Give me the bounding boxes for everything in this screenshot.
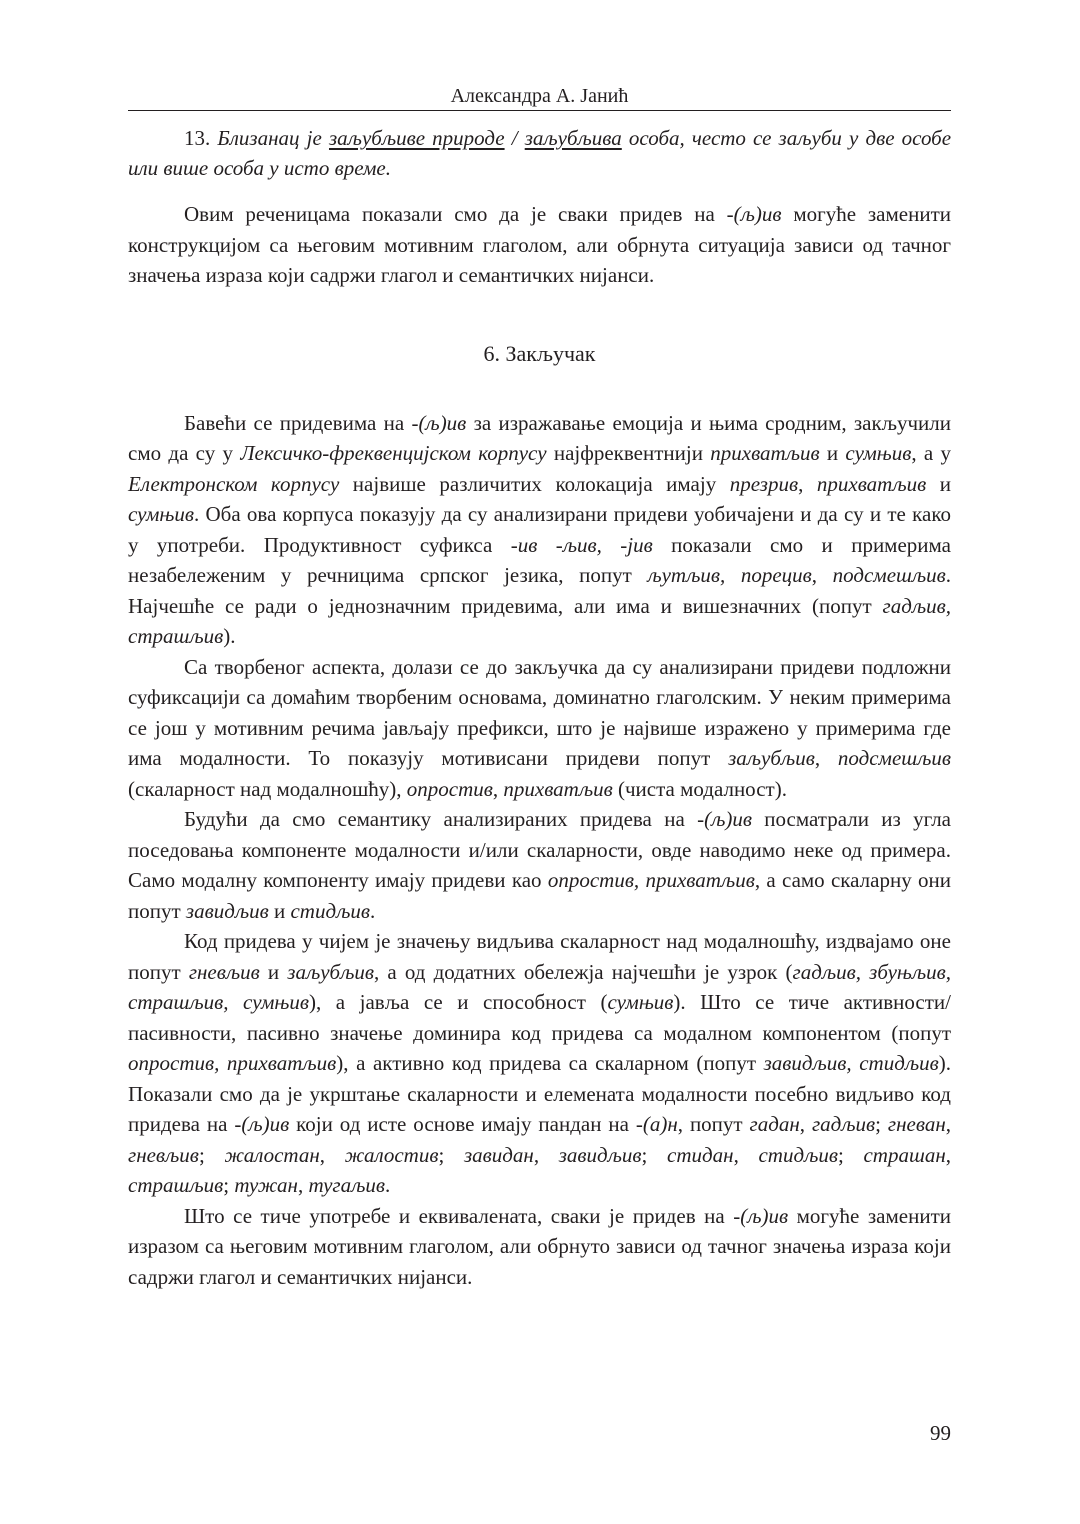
- italic-term: завидљив: [185, 898, 269, 923]
- example-number: 13.: [184, 126, 211, 150]
- text-run: ;: [837, 1142, 864, 1167]
- italic-term: гадљив, збуњљив, страшљив, сумњив: [128, 959, 951, 1014]
- italic-term: стидљив: [758, 1142, 838, 1167]
- conclusion-paragraph-3: [128, 804, 951, 926]
- text-run: .: [369, 898, 376, 923]
- text-run: ).: [223, 624, 236, 648]
- italic-term: (а)н: [642, 1112, 678, 1136]
- text-run: посматрали из угла поседовања компоненте модалности и/или скаларности, овде наводимо неке од примера. Само модалну компоненту имају придеви као: [128, 807, 952, 892]
- italic-term: прихватљив: [816, 471, 927, 496]
- italic-term: сумњив: [607, 990, 674, 1014]
- italic-term: заљубљив: [728, 746, 815, 770]
- text-run: и: [926, 471, 951, 496]
- italic-term: опростив, прихватљив: [547, 868, 755, 892]
- example-sentence-13: [128, 123, 951, 183]
- section-heading: 6. Закључак: [483, 340, 596, 366]
- text-run: ;: [641, 1142, 668, 1167]
- text-run: ,: [733, 1142, 759, 1167]
- text-run: и: [259, 959, 288, 984]
- italic-term: Лексичко-фреквенцијском корпусу: [240, 441, 547, 465]
- text-run: ,: [319, 1142, 345, 1167]
- italic-term: тужан: [234, 1173, 298, 1197]
- conclusion-paragraph-5: [128, 1201, 951, 1293]
- text-run: ), а активно код придева са скаларном (попут: [336, 1051, 764, 1075]
- text-run: , а у: [911, 441, 952, 465]
- text-run: ,: [533, 1142, 559, 1167]
- italic-term: завидљив, стидљив: [763, 1051, 939, 1075]
- text-run: за изражавање емоција и њима сродним, закључили смо да су у: [128, 410, 951, 465]
- header-rule: [128, 110, 951, 111]
- text-run: , а од додатних обележја најчешћи је узрок (: [374, 959, 793, 984]
- text-run: ;: [223, 1173, 235, 1197]
- text-run: ), а јавља се и способност (: [308, 990, 608, 1014]
- page: [128, 0, 951, 1524]
- italic-term: жалостив: [344, 1142, 439, 1167]
- text-run: ;: [875, 1112, 888, 1136]
- text-run: (чиста модалност).: [612, 776, 787, 801]
- italic-term: завидан: [463, 1142, 534, 1167]
- text-run: Код придева у чијем је значењу видљива скаларност над модалношћу, издвајамо оне попут: [128, 929, 951, 984]
- italic-term: прихватљив: [503, 776, 613, 801]
- italic-term: прихватљив: [710, 441, 820, 465]
- italic-term: (љ)ив: [418, 410, 467, 435]
- text-run: Са творбеног аспекта, долази се до закључка да су анализирани придеви подложни суфиксацији са домаћим творбеним основама, доминатно глаголским. У неким примерима се још у мотивним речима јављају префикси, што је највише изражено у примерима где има модалности. То показују мотивисани придеви попут: [128, 654, 951, 770]
- text-run: ;: [438, 1142, 464, 1167]
- text-run: . Најчешће се ради о једнозначним придевима, али има и вишезначних (попут: [128, 563, 951, 618]
- italic-term: страшљив: [128, 1173, 224, 1197]
- text-run: Будући да смо семантику анализираних придева на -: [184, 807, 705, 831]
- italic-term: (љ)ив: [740, 1203, 789, 1228]
- italic-term: (љ)ив: [241, 1112, 290, 1136]
- text-run: , а само скаларну они попут: [128, 868, 951, 923]
- italic-term: (љ)ив: [704, 807, 752, 831]
- text-run: показали смо и примерима незабележеним у речницима српског језика, попут: [128, 532, 951, 587]
- body-text: [128, 123, 951, 1292]
- example-text: Близанац је: [217, 126, 322, 150]
- text-run: и: [268, 898, 291, 923]
- italic-term: заљубљив: [287, 959, 374, 984]
- text-run: Овим реченицама показали смо да је сваки придев на -: [184, 202, 734, 226]
- italic-term: жалостан: [224, 1142, 320, 1167]
- italic-term: сумњив: [128, 502, 194, 526]
- example-text: особа, често се заљуби у две особе или више особа у исто време.: [128, 126, 952, 180]
- running-head-author: Александра А. Јанић: [450, 85, 629, 107]
- text-run: ,: [799, 1112, 812, 1136]
- suffix-italic: (љ)ив: [733, 202, 782, 226]
- italic-term: сумњив: [845, 441, 912, 465]
- italic-term: гневљив: [188, 959, 260, 984]
- example-underlined-word: заљубљива: [524, 126, 622, 150]
- italic-term: опростив: [406, 776, 493, 801]
- conclusion-paragraph-1: [128, 408, 951, 652]
- italic-term: гадљив: [811, 1112, 876, 1136]
- italic-term: стидљив: [290, 898, 370, 923]
- example-slash: /: [511, 126, 518, 150]
- text-run: ,: [814, 746, 838, 770]
- text-run: , попут: [677, 1112, 750, 1136]
- example-underlined-phrase: заљубљиве природе: [328, 126, 505, 150]
- spacer: [128, 369, 951, 408]
- italic-term: опростив, прихватљив: [128, 1051, 337, 1075]
- italic-term: љутљив, порецив: [647, 563, 812, 587]
- text-run: ,: [297, 1173, 309, 1197]
- italic-term: гадан: [749, 1112, 800, 1136]
- text-run: најфреквентнији: [546, 441, 711, 465]
- spacer: [128, 183, 951, 199]
- text-run: .: [384, 1173, 391, 1197]
- text-run: ). Што се тиче активности/пасивности, пасивно значење доминира код придева са модалном компонентом (попут: [128, 990, 952, 1045]
- italic-term: гневљив: [128, 1142, 199, 1167]
- text-run: који од исте основе имају пандан на -: [289, 1112, 643, 1136]
- italic-term: подсмешљив: [832, 563, 946, 587]
- text-run: ). Показали смо да је укрштање скаларности и елемената модалности посебно видљиво код придева на -: [128, 1051, 951, 1136]
- text-run: ,: [945, 1112, 951, 1136]
- italic-term: презрив: [729, 471, 799, 496]
- text-run: ,: [811, 563, 833, 587]
- italic-term: -ив -љив, -јив: [510, 532, 653, 557]
- text-run: ,: [945, 1142, 951, 1167]
- text-run: ,: [492, 776, 504, 801]
- italic-term: подсмешљив: [837, 746, 951, 770]
- conclusion-paragraph-4: [128, 926, 951, 1201]
- intro-paragraph: [128, 199, 951, 291]
- text-run: могуће заменити конструкцијом са његовим мотивним глаголом, али обрнута ситуација зависи од тачног значења израза који садржи глагол и семантичких нијанси.: [128, 202, 951, 287]
- text-run: и: [819, 441, 846, 465]
- text-run: Што се тиче употребе и еквивалената, сваки је придев на -: [184, 1203, 741, 1228]
- text-run: највише различитих колокација имају: [339, 471, 730, 496]
- italic-term: страшан: [863, 1142, 946, 1167]
- conclusion-paragraph-2: [128, 652, 951, 805]
- text-run: . Оба ова корпуса показују да су анализирани придеви уобичајени и да су и те како у употреби. Продуктивност суфикса: [128, 502, 951, 557]
- spacer: [128, 291, 951, 339]
- page-number: 99: [930, 1421, 951, 1445]
- text-run: могуће заменити изразом са његовим мотивним глаголом, али обрнуто зависи од тачног значења израза који садржи глагол и семантичких нијанси.: [128, 1203, 951, 1289]
- text-run: (скаларност над модалношћу),: [128, 776, 407, 801]
- text-run: Бавећи се придевима на -: [184, 410, 419, 435]
- italic-term: гневан: [887, 1112, 946, 1136]
- italic-term: гадљив, страшљив: [128, 593, 951, 648]
- italic-term: завидљив: [558, 1142, 642, 1167]
- italic-term: Електронском корпусу: [128, 471, 340, 496]
- text-run: ,: [798, 471, 817, 496]
- italic-term: тугаљив: [308, 1173, 385, 1197]
- italic-term: стидан: [667, 1142, 734, 1167]
- text-run: ;: [198, 1142, 225, 1167]
